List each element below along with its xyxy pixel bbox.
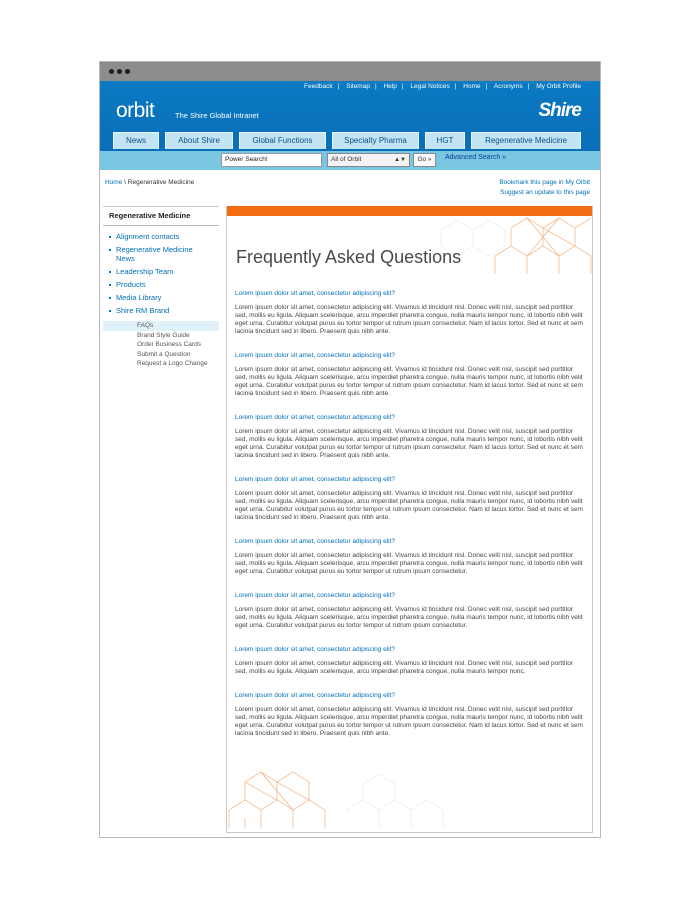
- main-nav-tabs: [113, 132, 581, 149]
- faq-item: [235, 414, 584, 460]
- window-titlebar: [100, 62, 600, 81]
- sidebar-subitem-logo-change[interactable]: Request a Logo Change: [137, 360, 208, 367]
- utility-link-feedback[interactable]: Feedback: [304, 83, 333, 90]
- orange-accent-bar: [227, 206, 592, 216]
- utility-link-help[interactable]: Help: [383, 83, 397, 90]
- page-title: Frequently Asked Questions: [236, 247, 462, 267]
- search-scope-select[interactable]: [327, 153, 410, 167]
- shire-logo[interactable]: Shire: [538, 100, 581, 121]
- utility-link-profile[interactable]: My Orbit Profile: [536, 83, 581, 90]
- power-search-input[interactable]: Power Search!: [221, 153, 322, 167]
- tab-global-functions[interactable]: Global Functions: [239, 132, 326, 149]
- search-go-button[interactable]: Go »: [413, 153, 436, 167]
- faq-question[interactable]: Lorem ipsum dolor sit amet, consectetur adipiscing elit?: [235, 476, 396, 483]
- search-scope-value: All of Orbit: [331, 156, 362, 163]
- sidebar-subitem-faqs[interactable]: FAQs: [103, 321, 219, 331]
- window-controls[interactable]: [109, 69, 130, 74]
- faq-question[interactable]: Lorem ipsum dolor sit amet, consectetur adipiscing elit?: [235, 538, 396, 545]
- faq-item: [235, 352, 584, 398]
- sidebar-item-rm-news[interactable]: Regenerative Medicine News: [103, 245, 211, 263]
- faq-question[interactable]: Lorem ipsum dolor sit amet, consectetur adipiscing elit?: [235, 592, 396, 599]
- sidebar-item-media-library[interactable]: Media Library: [103, 293, 211, 302]
- sidebar-item-leadership-team[interactable]: Leadership Team: [103, 267, 211, 276]
- faq-answer: Lorem ipsum dolor sit amet, consectetur adipiscing elit. Vivamus id tincidunt nisl. Donec velit nisl, suscipit sed porttitor sed, mollis eu ligula. Aliquam scelerisque, arcu imperdiet pharetra congue, nulla mauris tempor nunc, id lobortis nibh velit eget urna. Curabitur volutpat purus eu tortor tempor ut rutrum ipsum consectetur. Nam id lacus tortor. Sed et nunc et sem lacinia tincidunt sed in libero. Praesent quis nibh ante.: [235, 366, 583, 397]
- faq-list: [227, 290, 592, 738]
- sidebar-subitem-style-guide[interactable]: Brand Style Guide: [137, 331, 190, 339]
- utility-link-sitemap[interactable]: Sitemap: [346, 83, 370, 90]
- faq-answer: Lorem ipsum dolor sit amet, consectetur adipiscing elit. Vivamus id tincidunt nisl. Donec velit nisl, suscipit sed porttitor sed, mollis eu ligula. Aliquam scelerisque, arcu imperdiet pharetra congue, nulla mauris tempor nunc, id lobortis nibh velit eget urna. Curabitur volutpat purus eu tortor tempor ut rutrum ipsum consectetur. Nam id lacus tortor. Sed et nunc et sem lacinia tincidunt sed in libero. Praesent quis nibh ante.: [235, 428, 583, 459]
- advanced-search-link[interactable]: Advanced Search »: [445, 154, 507, 161]
- faq-answer: Lorem ipsum dolor sit amet, consectetur adipiscing elit. Vivamus id tincidunt nisl. Donec velit nisl, suscipit sed porttitor sed, mollis eu ligula. Aliquam scelerisque, arcu imperdiet pharetra congue, nulla mauris tempor nunc, id lobortis nibh velit eget urna. Curabitur volutpat purus eu tortor tempor ut rutrum ipsum consectetur.: [235, 552, 583, 575]
- select-arrows-icon: ▲▼: [394, 157, 406, 163]
- sidebar-subitem-submit-question[interactable]: Submit a Question: [137, 350, 191, 358]
- sidebar-subitem-business-cards[interactable]: Order Business Cards: [137, 341, 201, 348]
- breadcrumb-home[interactable]: Home: [105, 179, 123, 186]
- faq-question[interactable]: Lorem ipsum dolor sit amet, consectetur adipiscing elit?: [235, 290, 396, 297]
- utility-link-acronyms[interactable]: Acronyms: [493, 83, 523, 90]
- tab-hgt[interactable]: HGT: [425, 132, 465, 149]
- faq-item: [235, 538, 584, 576]
- browser-window: [99, 61, 601, 838]
- sidebar-item-products[interactable]: Products: [103, 280, 211, 289]
- breadcrumb: [105, 179, 194, 186]
- faq-question[interactable]: Lorem ipsum dolor sit amet, consectetur adipiscing elit?: [235, 414, 396, 421]
- faq-answer: Lorem ipsum dolor sit amet, consectetur adipiscing elit. Vivamus id tincidunt nisl. Donec velit nisl, suscipit sed porttitor sed, mollis eu ligula. Aliquam scelerisque, arcu imperdiet pharetra congue, nulla mauris tempor nunc, id lobortis nibh velit eget urna. Curabitur volutpat purus eu tortor tempor ut rutrum ipsum consectetur. Nam id lacus tortor. Sed et nunc et sem lacinia tincidunt sed in libero. Praesent quis nibh ante.: [235, 706, 583, 737]
- orbit-logo[interactable]: orbit: [116, 99, 155, 122]
- faq-question[interactable]: Lorem ipsum dolor sit amet, consectetur adipiscing elit?: [235, 352, 396, 359]
- faq-item: [235, 646, 584, 676]
- faq-item: [235, 592, 584, 630]
- sidebar-item-shire-rm-brand[interactable]: Shire RM Brand: [103, 306, 211, 315]
- utility-nav: Feedback | Sitemap | Help | Legal Notices | Home | Acronyms | My Orbit Profile: [304, 83, 581, 90]
- sidebar-title: Regenerative Medicine: [103, 206, 219, 226]
- tab-about-shire[interactable]: About Shire: [165, 132, 233, 149]
- faq-answer: Lorem ipsum dolor sit amet, consectetur adipiscing elit. Vivamus id tincidunt nisl. Donec velit nisl, suscipit sed porttitor sed, mollis eu ligula. Aliquam scelerisque, arcu imperdiet pharetra congue, nulla mauris tempor nunc, id lobortis nibh velit eget urna. Curabitur volutpat purus eu tortor tempor ut rutrum ipsum consectetur. Nam id lacus tortor. Sed et nunc et sem lacinia tincidunt sed in libero. Praesent quis nibh ante.: [235, 304, 583, 335]
- faq-item: [235, 476, 584, 522]
- faq-item: [235, 692, 584, 738]
- site-tagline: The Shire Global Intranet: [175, 111, 259, 120]
- suggest-update-link[interactable]: Suggest an update to this page: [500, 189, 590, 196]
- breadcrumb-current: Regenerative Medicine: [127, 179, 195, 186]
- faq-question[interactable]: Lorem ipsum dolor sit amet, consectetur adipiscing elit?: [235, 646, 396, 653]
- site-header: [100, 81, 600, 151]
- utility-link-legal[interactable]: Legal Notices: [410, 83, 450, 90]
- page-hero: [227, 216, 592, 274]
- faq-item: [235, 290, 584, 336]
- tab-regenerative-medicine[interactable]: Regenerative Medicine: [471, 132, 581, 149]
- main-content: [226, 206, 593, 833]
- search-bar: [100, 151, 600, 170]
- tab-specialty-pharma[interactable]: Specialty Pharma: [332, 132, 419, 149]
- sidebar-submenu: [103, 321, 219, 369]
- breadcrumb-separator: \: [124, 179, 126, 186]
- faq-answer: Lorem ipsum dolor sit amet, consectetur adipiscing elit. Vivamus id tincidunt nisl. Donec velit nisl, suscipit sed porttitor sed, mollis eu ligula. Aliquam scelerisque, arcu imperdiet pharetra congue, nulla mauris tempor nunc, id lobortis nibh velit eget urna. Curabitur volutpat purus eu tortor tempor ut rutrum ipsum consectetur. Nam id lacus tortor. Sed et nunc et sem lacinia tincidunt sed in libero. Praesent quis nibh ante.: [235, 490, 583, 521]
- page-actions: [499, 178, 590, 198]
- sidebar: [103, 206, 219, 369]
- faq-question[interactable]: Lorem ipsum dolor sit amet, consectetur adipiscing elit?: [235, 692, 396, 699]
- hex-pattern-bottom: [227, 770, 593, 832]
- bookmark-link[interactable]: Bookmark this page in My Orbit: [499, 179, 590, 186]
- tab-news[interactable]: News: [113, 132, 159, 149]
- faq-answer: Lorem ipsum dolor sit amet, consectetur adipiscing elit. Vivamus id tincidunt nisl. Donec velit nisl, suscipit sed porttitor sed, mollis eu ligula. Aliquam scelerisque, arcu imperdiet pharetra congue, nulla mauris tempor nunc, id lobortis nibh velit eget urna. Curabitur volutpat purus eu tortor tempor ut rutrum ipsum consectetur.: [235, 606, 583, 629]
- faq-answer: Lorem ipsum dolor sit amet, consectetur adipiscing elit. Vivamus id tincidunt nisl. Donec velit nisl, suscipit sed porttitor sed, mollis eu ligula. Aliquam scelerisque, arcu imperdiet pharetra congue, nulla mauris tempor nunc.: [235, 660, 574, 675]
- sidebar-item-alignment-contacts[interactable]: Alignment contacts: [103, 232, 211, 241]
- utility-link-home[interactable]: Home: [463, 83, 481, 90]
